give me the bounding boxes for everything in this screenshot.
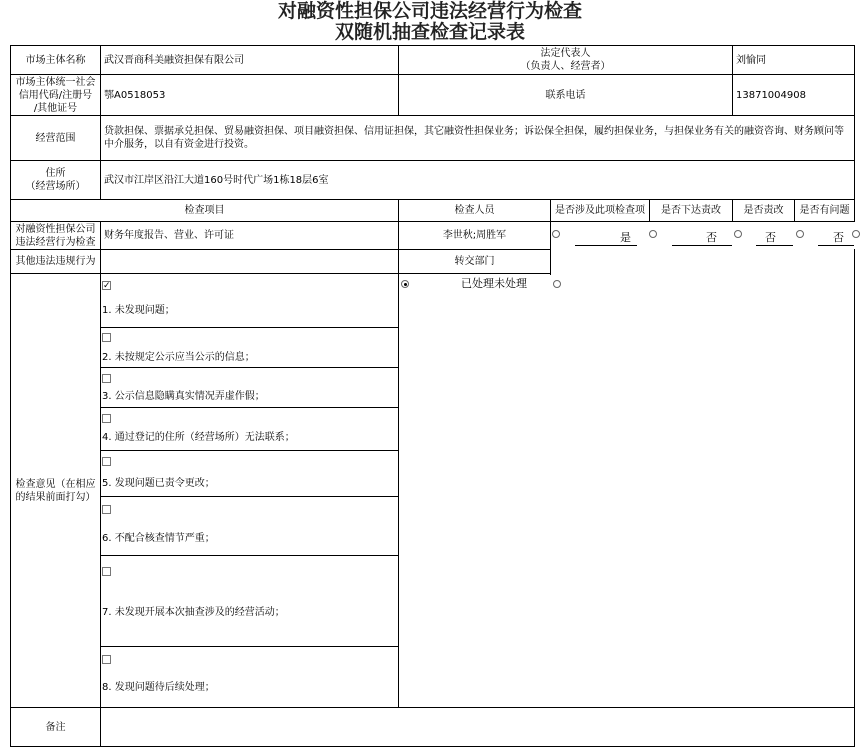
opinion-divider xyxy=(100,450,399,451)
scope-label: 经营范围 xyxy=(10,115,101,161)
credit-code-label-line1: 市场主体统一社会 xyxy=(15,76,96,88)
responsibility-underline xyxy=(756,245,793,246)
opinion-divider xyxy=(100,555,399,556)
opinion-checkbox-5[interactable] xyxy=(102,457,111,466)
credit-code-label xyxy=(10,74,101,116)
opinion-checkbox-2[interactable] xyxy=(102,333,111,342)
opinion-item-7: 7. 未发现开展本次抽查涉及的经营活动； xyxy=(102,607,285,618)
opinion-items-column xyxy=(100,273,399,708)
involved-value: 是 xyxy=(620,231,631,244)
opinion-item-2: 2. 未按规定公示应当公示的信息； xyxy=(102,352,255,363)
opinion-item-4: 4. 通过登记的住所（经营场所）无法联系； xyxy=(102,432,295,443)
inspection-row-item: 财务年度报告、营业、许可证 xyxy=(100,221,399,250)
col-inspection-item: 检查项目 xyxy=(10,199,399,222)
extra-radio[interactable] xyxy=(852,230,860,238)
opinion-item-5: 5. 发现问题已责令更改； xyxy=(102,478,215,489)
legal-rep-label-line1: 法定代表人 xyxy=(540,48,591,59)
credit-code-label-line2: 信用代码/注册号 xyxy=(18,89,93,101)
legal-rep-value: 刘愉同 xyxy=(732,45,855,75)
scope-value: 贷款担保、票据承兑担保、贸易融资担保、项目融资担保、信用证担保，其它融资性担保业务；诉讼保全担保，履约担保业务，与担保业务有关的融资咨询、财务顾问等中介服务，以自有资金进行投资。 xyxy=(100,115,855,161)
credit-code-label-line3: /其他证号 xyxy=(33,102,78,114)
opinion-checkbox-7[interactable] xyxy=(102,567,111,576)
inspection-row-label-line2: 违法经营行为检查 xyxy=(15,236,96,248)
col-responsibility: 是否责改 xyxy=(732,199,795,222)
remark-label: 备注 xyxy=(10,707,101,747)
other-violations-value xyxy=(100,249,399,274)
responsibility-value: 否 xyxy=(765,231,776,244)
col-involved: 是否涉及此项检查项 xyxy=(550,199,650,222)
opinion-label-line2: 的结果前面打勾） xyxy=(15,491,96,503)
opinion-divider xyxy=(100,327,399,328)
opinion-divider xyxy=(100,646,399,647)
opinion-item-1: 1. 未发现问题； xyxy=(102,305,175,316)
inspection-row-inspectors: 李世秋;周胜军 xyxy=(398,221,551,250)
address-value: 武汉市江岸区沿江大道160号时代广场1栋18层6室 xyxy=(100,160,855,200)
address-label xyxy=(10,160,101,200)
order-radio[interactable] xyxy=(649,230,657,238)
opinion-item-3: 3. 公示信息隐瞒真实情况弄虚作假； xyxy=(102,391,265,402)
opinion-checkbox-3[interactable] xyxy=(102,374,111,383)
col-order: 是否下达责改 xyxy=(649,199,733,222)
opinion-checkbox-4[interactable] xyxy=(102,414,111,423)
table-border xyxy=(854,249,855,708)
opinion-divider xyxy=(100,407,399,408)
problem-value: 否 xyxy=(833,231,844,244)
opinion-item-8: 8. 发现问题待后续处理； xyxy=(102,682,215,693)
legal-rep-label-line2: （负责人、经营者） xyxy=(520,61,611,72)
opinion-divider xyxy=(100,367,399,368)
unprocessed-radio[interactable] xyxy=(553,280,561,288)
order-value: 否 xyxy=(706,231,717,244)
processed-radio[interactable] xyxy=(401,280,409,288)
involved-underline xyxy=(575,245,637,246)
subject-name-value: 武汉晋商科美融资担保有限公司 xyxy=(100,45,399,75)
legal-rep-label xyxy=(398,45,733,75)
opinion-checkbox-6[interactable] xyxy=(102,505,111,514)
transfer-department-label: 转交部门 xyxy=(398,249,551,274)
table-border xyxy=(550,273,551,275)
col-inspector: 检查人员 xyxy=(398,199,551,222)
opinion-label-line1: 检查意见（在相应 xyxy=(15,478,96,490)
phone-value: 13871004908 xyxy=(732,74,855,116)
involved-radio[interactable] xyxy=(552,230,560,238)
opinion-label xyxy=(10,273,101,708)
opinion-checkbox-1[interactable]: ✓ xyxy=(103,281,111,291)
address-label-line1: 住所 xyxy=(45,168,66,179)
phone-label: 联系电话 xyxy=(398,74,733,116)
remark-value xyxy=(100,707,855,747)
responsibility-radio[interactable] xyxy=(734,230,742,238)
problem-radio[interactable] xyxy=(796,230,804,238)
col-problem: 是否有问题 xyxy=(794,199,855,222)
inspection-row-label xyxy=(10,221,101,250)
form-title-line1: 对融资性担保公司违法经营行为检查 xyxy=(277,0,582,22)
form-title-line2: 双随机抽查检查记录表 xyxy=(334,21,525,43)
problem-underline xyxy=(818,245,854,246)
subject-name-label: 市场主体名称 xyxy=(10,45,101,75)
processing-status-text: 已处理未处理 xyxy=(461,277,527,290)
address-label-line2: （经营场所） xyxy=(25,181,86,192)
opinion-checkbox-8[interactable] xyxy=(102,655,111,664)
inspection-row-label-line1: 对融资性担保公司 xyxy=(15,223,96,235)
order-underline xyxy=(672,245,732,246)
credit-code-value: 鄂A0518053 xyxy=(100,74,399,116)
opinion-divider xyxy=(100,496,399,497)
opinion-item-6: 6. 不配合核查情节严重； xyxy=(102,533,215,544)
other-violations-label: 其他违法违规行为 xyxy=(10,249,101,274)
